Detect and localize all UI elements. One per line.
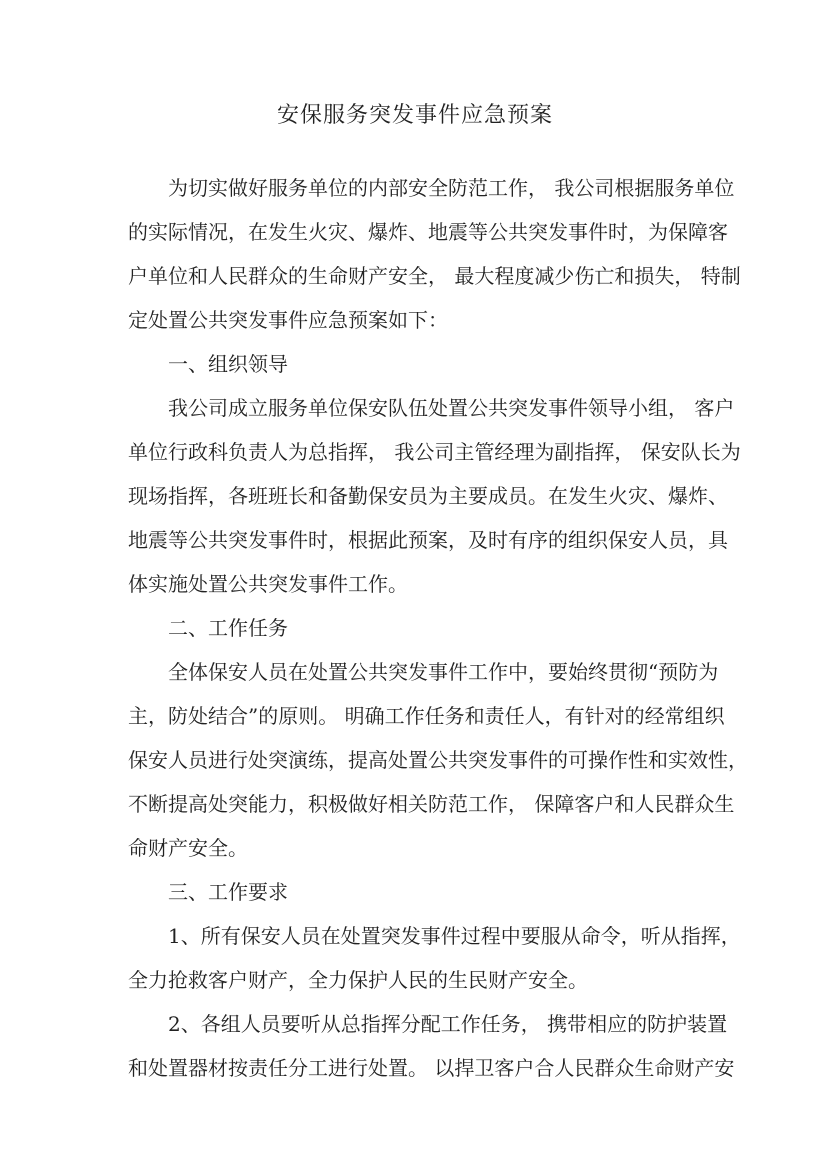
paragraph-line: 体实施处置公共突发事件工作。	[128, 572, 408, 596]
paragraph-line: 和处置器材按责任分工进行处置。 以捍卫客户合人民群众生命财产安	[128, 1056, 735, 1080]
paragraph-line: 户单位和人民群众的生命财产安全， 最大程度减少伤亡和损失， 特制	[128, 264, 741, 288]
document-title: 安保服务突发事件应急预案	[276, 103, 553, 128]
paragraph-line: 的实际情况，在发生火灾、爆炸、地震等公共突发事件时，为保障客	[128, 220, 728, 244]
section-heading: 一、组织领导	[168, 352, 288, 376]
paragraph-line: 全体保安人员在处置公共突发事件工作中，要始终贯彻“预防为	[168, 660, 719, 684]
paragraph-line: 1、所有保安人员在处置突发事件过程中要服从命令，听从指挥，	[168, 924, 741, 948]
paragraph-line: 全力抢救客户财产，全力保护人民的生民财产安全。	[128, 968, 588, 992]
paragraph-line: 为切实做好服务单位的内部安全防范工作， 我公司根据服务单位	[168, 176, 735, 200]
section-heading: 二、工作任务	[168, 616, 288, 640]
paragraph-line: 保安人员进行处突演练，提高处置公共突发事件的可操作性和实效性，	[128, 748, 748, 772]
paragraph-line: 我公司成立服务单位保安队伍处置公共突发事件领导小组， 客户	[168, 396, 735, 420]
document-body	[128, 166, 748, 1090]
paragraph-line: 单位行政科负责人为总指挥， 我公司主管经理为副指挥， 保安队长为	[128, 440, 741, 464]
paragraph-line: 现场指挥，各班班长和备勤保安员为主要成员。在发生火灾、爆炸、	[128, 484, 728, 508]
paragraph-line: 主，防处结合”的原则。 明确工作任务和责任人，有针对的经常组织	[128, 704, 725, 728]
paragraph-line: 不断提高处突能力，积极做好相关防范工作， 保障客户和人民群众生	[128, 792, 735, 816]
section-heading: 三、工作要求	[168, 880, 288, 904]
paragraph-line: 地震等公共突发事件时，根据此预案，及时有序的组织保安人员，具	[128, 528, 728, 552]
paragraph-line: 命财产安全。	[128, 836, 248, 860]
paragraph-line: 2、各组人员要听从总指挥分配工作任务， 携带相应的防护装置	[168, 1012, 728, 1036]
paragraph-line: 定处置公共突发事件应急预案如下：	[128, 308, 448, 332]
